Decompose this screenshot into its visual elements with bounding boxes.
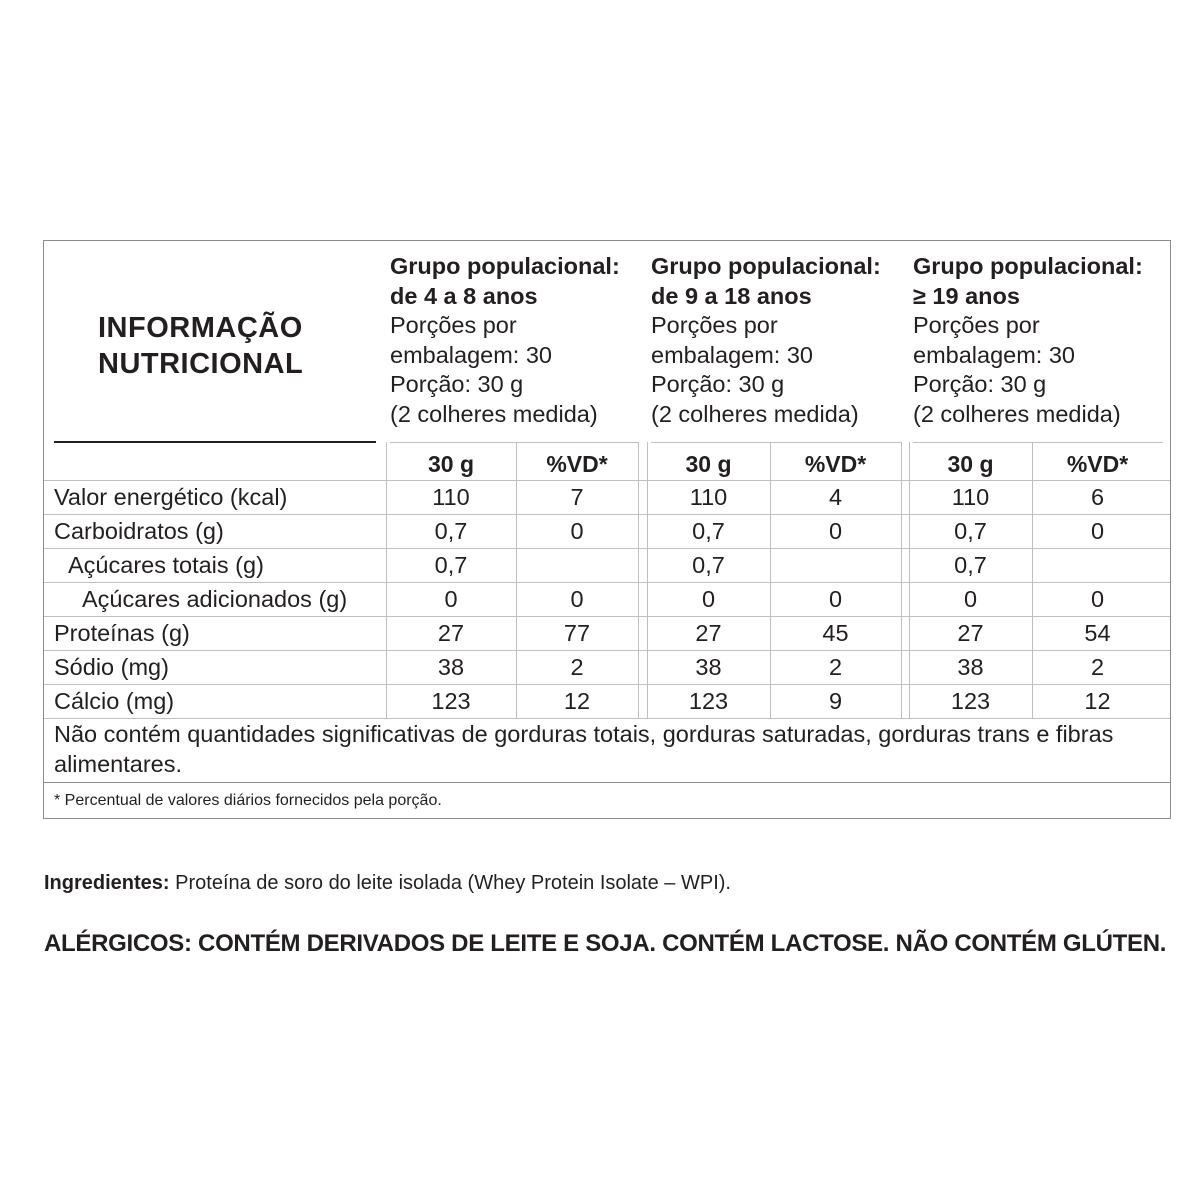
col-amount-header: 30 g — [685, 451, 732, 477]
group-header-line1: Grupo populacional: — [913, 253, 1143, 279]
ingredients-line — [44, 869, 731, 897]
cell: 110 — [951, 484, 990, 510]
cell: 0,7 — [954, 552, 987, 578]
cell: 38 — [437, 654, 465, 680]
cell: 123 — [950, 688, 991, 714]
group-divider — [913, 442, 1163, 443]
table-row — [44, 548, 1170, 582]
cell: 12 — [563, 688, 591, 714]
cell: 54 — [1084, 620, 1111, 646]
cell: 0 — [701, 586, 716, 612]
servings-line2: embalagem: 30 — [913, 341, 1075, 368]
portion: Porção: 30 g — [913, 371, 1047, 397]
nutrition-title-line1: INFORMAÇÃO — [98, 312, 303, 344]
cell: 27 — [695, 620, 722, 646]
cell: 7 — [570, 484, 584, 510]
group-divider — [651, 442, 901, 443]
cell: 110 — [689, 484, 728, 510]
cell: 0,7 — [692, 518, 725, 544]
cell: 123 — [431, 688, 471, 714]
cell: 0,7 — [954, 518, 987, 544]
cell: 123 — [688, 688, 729, 714]
cell: 38 — [957, 654, 984, 680]
col-amount-header: 30 g — [947, 451, 994, 477]
group-header-9-18 — [651, 252, 906, 429]
table-row — [44, 616, 1170, 650]
row-label: Sódio (mg) — [54, 654, 169, 680]
cell: 4 — [828, 484, 843, 510]
row-label: Proteínas (g) — [54, 620, 190, 646]
col-amount-header: 30 g — [427, 451, 475, 477]
cell: 0 — [828, 518, 843, 544]
title-divider — [54, 441, 376, 443]
row-label: Açúcares adicionados (g) — [82, 586, 348, 612]
note-divider — [44, 782, 1170, 783]
cell: 9 — [828, 688, 843, 714]
cell: 0 — [1090, 518, 1105, 544]
portion-note: (2 colheres medida) — [913, 400, 1121, 427]
table-row — [44, 582, 1170, 616]
row-label: Carboidratos (g) — [54, 518, 224, 544]
ingredients-label: Ingredientes: — [44, 872, 170, 894]
cell: 0,7 — [434, 552, 468, 578]
servings-line2: embalagem: 30 — [390, 341, 552, 368]
cell: 6 — [1090, 484, 1105, 510]
row-label: Açúcares totais (g) — [68, 552, 264, 578]
servings-line1: Porções por — [913, 312, 1040, 338]
cell: 0 — [1090, 586, 1105, 612]
cell: 110 — [432, 484, 470, 510]
table-row — [44, 480, 1170, 514]
cell: 27 — [957, 620, 984, 646]
allergens-statement: ALÉRGICOS: CONTÉM DERIVADOS DE LEITE E SOJA. CONTÉM LACTOSE. NÃO CONTÉM GLÚTEN. — [44, 930, 1167, 957]
cell: 12 — [1084, 688, 1111, 714]
servings-line2: embalagem: 30 — [651, 341, 813, 368]
col-dv-header: %VD* — [546, 451, 608, 477]
cell: 77 — [563, 620, 591, 646]
portion: Porção: 30 g — [390, 371, 524, 397]
row-label: Cálcio (mg) — [54, 688, 175, 714]
cell: 0,7 — [434, 518, 468, 544]
table-row — [44, 684, 1170, 718]
nutrition-title-line2: NUTRICIONAL — [98, 348, 304, 380]
table-row — [44, 650, 1170, 684]
servings-line1: Porções por — [651, 312, 778, 338]
cell: 2 — [1090, 654, 1105, 680]
cell: 0 — [963, 586, 978, 612]
group-header-line2: de 9 a 18 anos — [651, 282, 812, 309]
group-header-line1: Grupo populacional: — [651, 253, 881, 279]
servings-line1: Porções por — [390, 312, 517, 338]
cell: 2 — [570, 654, 584, 680]
cell: 38 — [695, 654, 722, 680]
cell: 0 — [444, 586, 458, 612]
footnote: * Percentual de valores diários fornecidos pela porção. — [54, 792, 442, 809]
group-header-4-8 — [390, 252, 645, 429]
table-row — [44, 514, 1170, 548]
not-significant-note: Não contém quantidades significativas de gorduras totais, gorduras saturadas, gorduras trans e fibras alimentares. — [54, 721, 1114, 777]
cell: 0 — [570, 586, 584, 612]
group-header-line2: ≥ 19 anos — [913, 282, 1020, 309]
cell: 0,7 — [692, 552, 725, 578]
group-header-19-plus — [913, 252, 1168, 429]
portion-note: (2 colheres medida) — [390, 400, 598, 427]
cell: 0 — [570, 518, 584, 544]
ingredients-text: Proteína de soro do leite isolada (Whey Protein Isolate – WPI). — [169, 872, 731, 894]
portion: Porção: 30 g — [651, 371, 785, 397]
cell: 2 — [828, 654, 843, 680]
col-dv-header: %VD* — [1066, 451, 1129, 477]
portion-note: (2 colheres medida) — [651, 400, 859, 427]
cell: 27 — [437, 620, 465, 646]
col-dv-header: %VD* — [804, 451, 867, 477]
cell: 45 — [822, 620, 849, 646]
nutrition-title — [98, 310, 398, 382]
row-label: Valor energético (kcal) — [54, 484, 288, 510]
cell: 0 — [828, 586, 843, 612]
group-divider — [390, 442, 638, 443]
group-header-line1: Grupo populacional: — [390, 253, 620, 279]
nutrition-facts-panel — [43, 240, 1171, 819]
group-header-line2: de 4 a 8 anos — [390, 282, 538, 309]
